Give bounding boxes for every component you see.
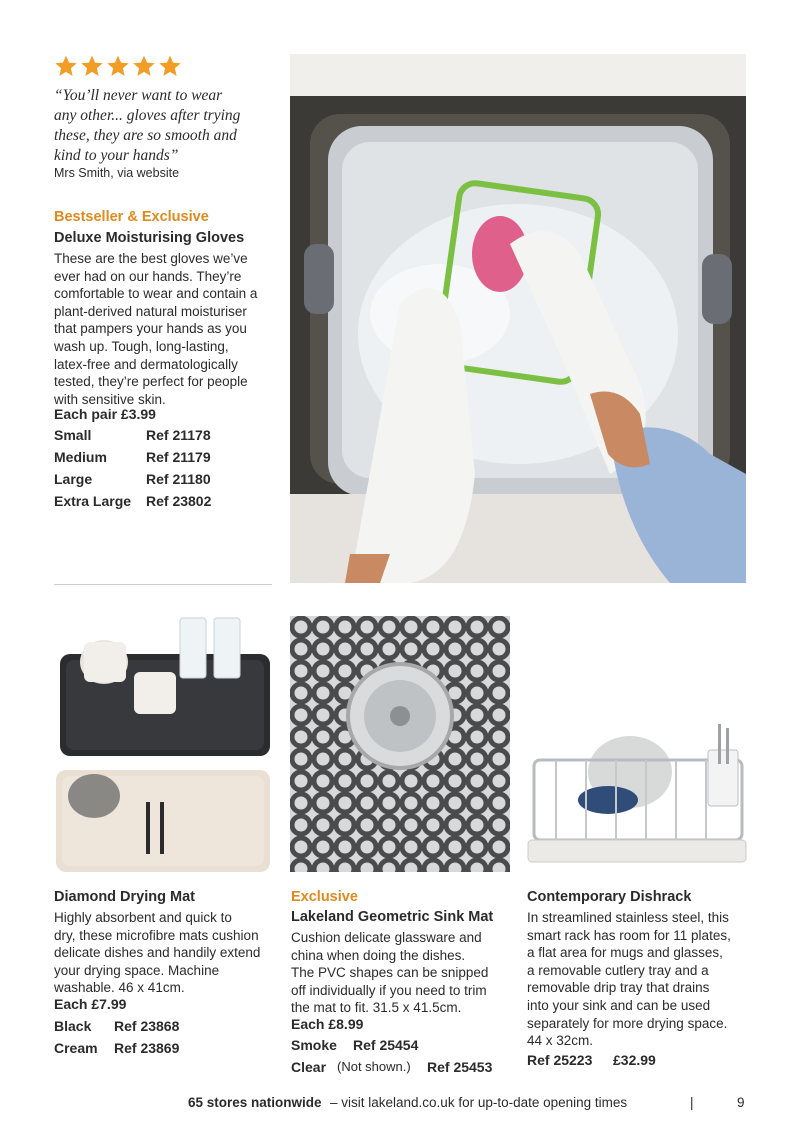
description-line: plant-derived natural moisturiser <box>54 303 247 319</box>
variant-ref: Ref 23868 <box>114 1018 180 1034</box>
description-line: off individually if you need to trim <box>291 982 487 998</box>
description-line: removable drip tray that drains <box>527 980 710 996</box>
star-icon <box>158 54 182 78</box>
sink-mat-description <box>291 929 519 1017</box>
description-line: your drying space. Machine <box>54 962 220 978</box>
size-ref: Ref 23802 <box>146 493 212 509</box>
variant-color: Black <box>54 1018 92 1034</box>
description-line: washable. 46 x 41cm. <box>54 980 185 996</box>
star-icon <box>80 54 104 78</box>
gloves-tag: Bestseller & Exclusive <box>54 209 209 225</box>
variant-row <box>291 1056 521 1078</box>
size-row <box>54 490 211 512</box>
size-label: Large <box>54 471 93 487</box>
variant-row <box>54 1037 179 1059</box>
rating-stars <box>54 54 182 78</box>
quote-line: any other... gloves after trying <box>54 107 241 124</box>
quote-line: kind to your hands” <box>54 147 179 164</box>
gloves-price: Each pair £3.99 <box>54 406 156 422</box>
size-ref: Ref 21179 <box>146 449 211 465</box>
footer-visit-text: – visit lakeland.co.uk for up-to-date opening times <box>330 1095 628 1110</box>
sink-mat-illustration <box>290 616 510 872</box>
star-icon <box>106 54 130 78</box>
description-line: These are the best gloves we’ve <box>54 251 248 266</box>
footer-stores: 65 stores nationwide <box>188 1095 322 1110</box>
dishrack-title: Contemporary Dishrack <box>527 889 692 905</box>
review-quote <box>54 86 274 166</box>
variant-color: Clear <box>291 1059 327 1075</box>
dishrack-ref: Ref 25223 <box>527 1052 593 1068</box>
description-line: Cushion delicate glassware and <box>291 930 482 945</box>
footer-separator: | <box>690 1095 694 1110</box>
sink-mat-variants <box>291 1034 521 1078</box>
description-line: Highly absorbent and quick to <box>54 910 232 925</box>
dishrack-price: £32.99 <box>613 1052 656 1068</box>
sink-mat-tag: Exclusive <box>291 889 358 905</box>
drying-mat-photo <box>54 612 276 874</box>
description-line: with sensitive skin. <box>54 391 166 407</box>
drying-mat-title: Diamond Drying Mat <box>54 889 195 905</box>
review-attribution: Mrs Smith, via website <box>54 166 180 180</box>
sink-mat-title: Lakeland Geometric Sink Mat <box>291 909 494 925</box>
section-divider <box>54 584 272 585</box>
size-ref: Ref 21178 <box>146 427 211 443</box>
description-line: 44 x 32cm. <box>527 1033 594 1049</box>
variant-row <box>291 1034 521 1056</box>
size-row <box>54 446 211 468</box>
description-line: latex-free and dermatologically <box>54 356 238 372</box>
size-row <box>54 468 211 490</box>
dishrack-description <box>527 909 755 1050</box>
description-line: The PVC shapes can be snipped <box>291 965 489 981</box>
variant-ref: Ref 23869 <box>114 1040 180 1056</box>
gloves-photo <box>290 54 746 583</box>
size-ref: Ref 21180 <box>146 471 211 487</box>
size-label: Extra Large <box>54 493 132 509</box>
gloves-size-table <box>54 424 211 512</box>
description-line: smart rack has room for 11 plates, <box>527 927 731 943</box>
star-icon <box>132 54 156 78</box>
ref-price-row <box>527 1049 656 1071</box>
description-line: wash up. Tough, long-lasting, <box>54 338 229 354</box>
drying-mat-price: Each £7.99 <box>54 996 127 1012</box>
dishrack-ref-price <box>527 1049 656 1071</box>
variant-ref: Ref 25453 <box>427 1059 493 1075</box>
quote-line: “You’ll never want to wear <box>54 87 223 104</box>
description-line: separately for more drying space. <box>527 1015 728 1031</box>
quote-line: these, they are so smooth and <box>54 127 237 144</box>
description-line: china when doing the dishes. <box>291 947 466 963</box>
description-line: a removable cutlery tray and a <box>527 962 709 978</box>
gloves-photo-illustration <box>290 54 746 583</box>
variant-row <box>54 1015 179 1037</box>
dishrack-illustration <box>526 720 750 870</box>
drying-mat-description <box>54 909 280 997</box>
size-label: Small <box>54 427 92 443</box>
star-icon <box>54 54 78 78</box>
description-line: dry, these microfibre mats cushion <box>54 927 259 943</box>
description-line: delicate dishes and handily extend <box>54 945 261 961</box>
size-label: Medium <box>54 449 107 465</box>
description-line: ever had on our hands. They’re <box>54 268 242 284</box>
description-line: a flat area for mugs and glasses, <box>527 945 723 961</box>
sink-mat-photo <box>290 616 510 872</box>
description-line: tested, they’re perfect for people <box>54 374 248 390</box>
description-line: comfortable to wear and contain a <box>54 286 258 302</box>
dishrack-photo <box>526 720 750 870</box>
description-line: the mat to fit. 31.5 x 41.5cm. <box>291 1000 462 1016</box>
description-line: into your sink and can be used <box>527 997 711 1013</box>
page-number: 9 <box>737 1095 745 1110</box>
size-row <box>54 424 211 446</box>
drying-mat-illustration <box>54 612 276 874</box>
variant-ref: Ref 25454 <box>353 1037 419 1053</box>
description-line: In streamlined stainless steel, this <box>527 910 729 925</box>
variant-note: (Not shown.) <box>337 1059 411 1074</box>
drying-mat-variants <box>54 1015 179 1059</box>
gloves-description <box>54 250 279 408</box>
description-line: that pampers your hands as you <box>54 321 247 337</box>
variant-color: Smoke <box>291 1037 337 1053</box>
variant-color: Cream <box>54 1040 98 1056</box>
gloves-title: Deluxe Moisturising Gloves <box>54 230 245 246</box>
sink-mat-price: Each £8.99 <box>291 1016 364 1032</box>
